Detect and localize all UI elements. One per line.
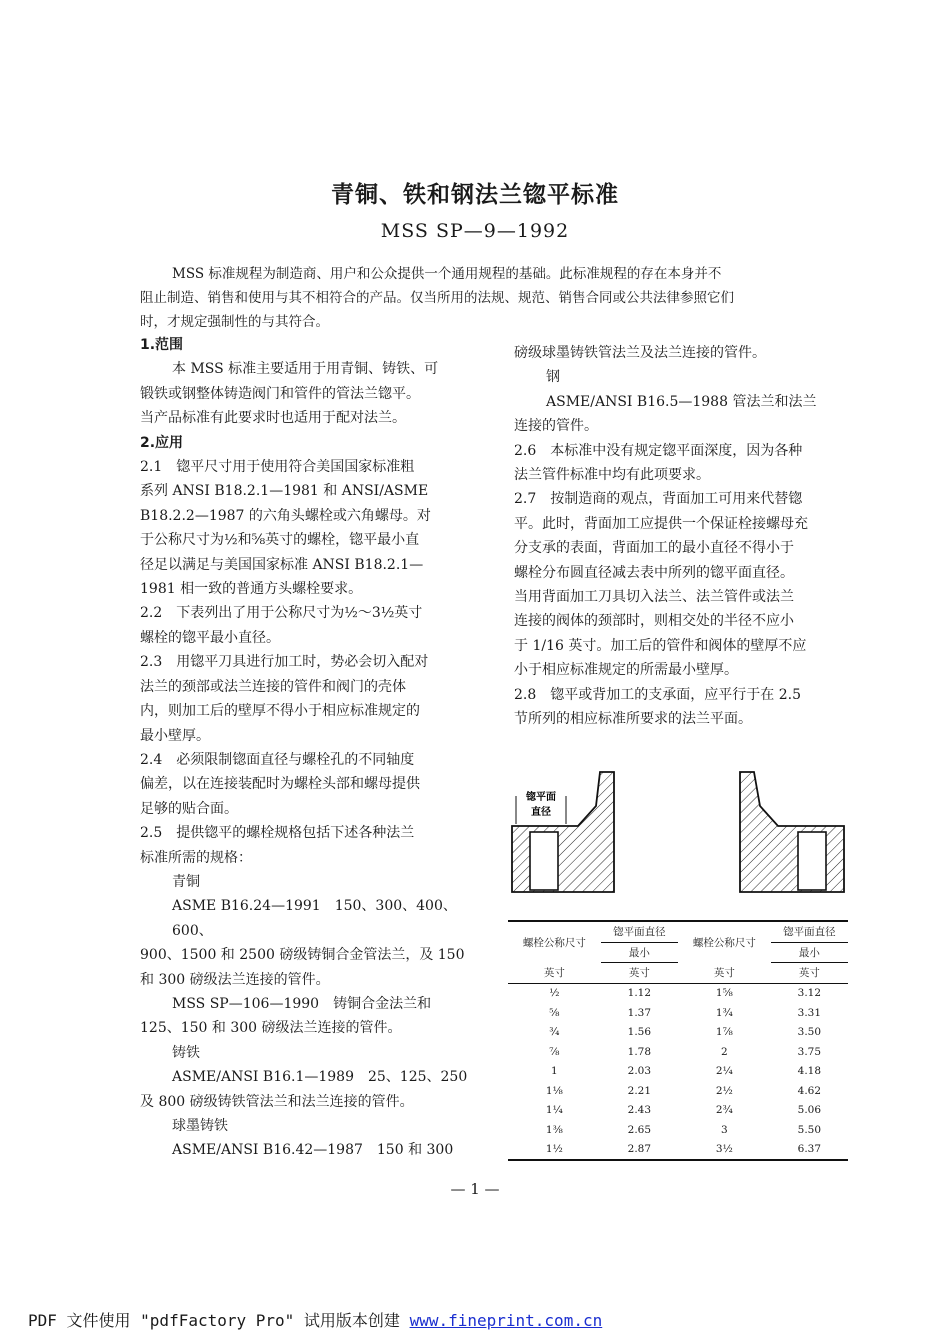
paragraph-line: 2.3 用锪平刀具进行加工时，势必会切入配对 bbox=[140, 654, 429, 671]
table-cell: ⅞ bbox=[549, 1045, 560, 1058]
paragraph-line: 2.5 提供锪平的螺栓规格包括下述各种法兰 bbox=[140, 825, 415, 842]
table-cell: 1.37 bbox=[627, 1006, 652, 1019]
paragraph-line: 足够的贴合面。 bbox=[140, 800, 238, 817]
table-cell: 4.62 bbox=[797, 1084, 822, 1097]
paragraph-line: 法兰管件标准中均有此项要求。 bbox=[514, 467, 710, 484]
paragraph-line: 本 MSS 标准主要适用于用青铜、铸铁、可 bbox=[172, 361, 439, 378]
col-unit: 英寸 bbox=[678, 963, 771, 984]
paragraph-line: 于 1/16 英寸。加工后的管件和阀体的壁厚不应 bbox=[514, 637, 807, 654]
paragraph-line: 1981 相一致的普通方头螺栓要求。 bbox=[140, 581, 363, 598]
table-row bbox=[508, 1023, 848, 1043]
table-row bbox=[508, 1042, 848, 1062]
paragraph-line: 锻铁或钢整体铸造阀门和管件的管法兰锪平。 bbox=[140, 385, 420, 402]
table-row bbox=[508, 1062, 848, 1082]
paragraph-line: 900、1500 和 2500 磅级铸铜合金管法兰，及 150 bbox=[140, 947, 465, 964]
table-cell: 1⅝ bbox=[715, 987, 733, 1000]
left-column bbox=[140, 333, 480, 1163]
bolt-hole-right bbox=[798, 832, 826, 890]
paragraph-line: 当用背面加工刀具切入法兰、法兰管件或法兰 bbox=[514, 589, 794, 606]
paragraph-line: 偏差，以在连接装配时为螺栓头部和螺母提供 bbox=[140, 776, 420, 793]
table-cell: 5.50 bbox=[797, 1123, 822, 1136]
right-column bbox=[514, 341, 856, 732]
table-cell: 2.43 bbox=[627, 1104, 652, 1117]
col-face-diameter: 锪平面直径 bbox=[771, 921, 848, 942]
paragraph-line: 连接的管件。 bbox=[514, 418, 598, 435]
paragraph-line: 铸铁 bbox=[172, 1044, 200, 1061]
section-heading: 2.应用 bbox=[140, 434, 184, 451]
figure-label: 锪平面 bbox=[526, 792, 556, 803]
table-cell: ⅝ bbox=[549, 1006, 560, 1019]
footer-link[interactable]: www.fineprint.com.cn bbox=[409, 1311, 603, 1330]
preface-line: 时，才规定强制性的与其符合。 bbox=[140, 314, 329, 330]
table-cell: 2¾ bbox=[715, 1104, 733, 1117]
paragraph-line: ASME/ANSI B16.5—1988 管法兰和法兰 bbox=[546, 393, 817, 410]
flange-spotface-diagram bbox=[508, 768, 848, 902]
table-cell: ½ bbox=[549, 987, 560, 1000]
table-cell: 1⅞ bbox=[715, 1026, 733, 1039]
col-min: 最小 bbox=[771, 942, 848, 963]
paragraph-line: 125、150 和 300 磅级法兰连接的管件。 bbox=[140, 1020, 402, 1037]
table-cell: 1 bbox=[551, 1065, 558, 1078]
table-cell: 2.65 bbox=[627, 1123, 652, 1136]
footer bbox=[28, 1308, 602, 1331]
table-cell: 1⅜ bbox=[545, 1123, 563, 1136]
paragraph-line: MSS SP—106—1990 铸铜合金法兰和 bbox=[172, 995, 432, 1012]
footer-text: PDF 文件使用 "pdfFactory Pro" 试用版本创建 bbox=[28, 1311, 410, 1330]
spotface-table bbox=[508, 920, 848, 1161]
flange-section-left bbox=[512, 772, 614, 892]
table-cell: 1½ bbox=[508, 1140, 601, 1161]
table-cell: 2½ bbox=[715, 1084, 733, 1097]
paragraph-line: 当产品标准有此要求时也适用于配对法兰。 bbox=[140, 410, 406, 427]
table-cell: 3½ bbox=[678, 1140, 771, 1161]
table-cell: 1⅛ bbox=[545, 1084, 563, 1097]
preface-line: MSS 标准规程为制造商、用户和公众提供一个通用规程的基础。此标准规程的存在本身并不 bbox=[172, 266, 722, 282]
figure-label: 直径 bbox=[531, 807, 551, 818]
table-cell: 3.75 bbox=[797, 1045, 822, 1058]
paragraph-line: 最小壁厚。 bbox=[140, 727, 210, 744]
table-cell: 1¼ bbox=[545, 1104, 563, 1117]
paragraph-line: 法兰的颈部或法兰连接的管件和阀门的壳体 bbox=[140, 678, 406, 695]
paragraph-line: 磅级球墨铸铁管法兰及法兰连接的管件。 bbox=[514, 345, 766, 361]
col-unit: 英寸 bbox=[508, 963, 601, 984]
paragraph-line: 分支承的表面，背面加工的最小直径不得小于 bbox=[514, 540, 794, 557]
paragraph-line: 2.8 锪平或背加工的支承面，应平行于在 2.5 bbox=[514, 686, 801, 703]
preface bbox=[140, 262, 856, 334]
standard-number: MSS SP—9—1992 bbox=[380, 220, 570, 242]
col-bolt-size: 螺栓公称尺寸 bbox=[678, 921, 771, 963]
paragraph-line: 2.1 锪平尺寸用于使用符合美国国家标准粗 bbox=[140, 459, 415, 476]
page-number: — 1 — bbox=[450, 1180, 500, 1198]
page-title: 青铜、铁和钢法兰锪平标准 bbox=[331, 182, 619, 208]
paragraph-line: B18.2.2—1987 的六角头螺栓或六角螺母。对 bbox=[140, 507, 431, 524]
paragraph-line: ASME/ANSI B16.42—1987 150 和 300 bbox=[172, 1142, 454, 1159]
table-cell: 1.78 bbox=[627, 1045, 652, 1058]
bolt-hole-left bbox=[530, 832, 558, 890]
table-cell: 3.12 bbox=[797, 987, 822, 1000]
table-cell: 3.31 bbox=[797, 1006, 822, 1019]
section-heading: 1.范围 bbox=[140, 337, 184, 353]
table-row bbox=[508, 1081, 848, 1101]
paragraph-line: 2.6 本标准中没有规定锪平面深度，因为各种 bbox=[514, 442, 803, 459]
paragraph-line: ASME/ANSI B16.1—1989 25、125、250 bbox=[172, 1069, 468, 1086]
col-min: 最小 bbox=[601, 942, 678, 963]
paragraph-line: 2.7 按制造商的观点，背面加工可用来代替锪 bbox=[514, 491, 803, 508]
table-cell: 2.21 bbox=[627, 1084, 652, 1097]
paragraph-line: 2.4 必须限制锪面直径与螺栓孔的不同轴度 bbox=[140, 751, 415, 768]
paragraph-line: 连接的阀体的颈部时，则相交处的半径不应小 bbox=[514, 613, 794, 630]
paragraph-line: 2.2 下表列出了用于公称尺寸为½～3½英寸 bbox=[140, 605, 423, 622]
paragraph-line: 螺栓分布圆直径减去表中所列的锪平面直径。 bbox=[514, 564, 794, 581]
paragraph-line: 球墨铸铁 bbox=[172, 1118, 228, 1134]
table-row bbox=[508, 1101, 848, 1121]
table-row bbox=[508, 1120, 848, 1140]
col-face-diameter: 锪平面直径 bbox=[601, 921, 678, 942]
paragraph-line: 节所列的相应标准所要求的法兰平面。 bbox=[514, 711, 752, 728]
table-row bbox=[508, 1003, 848, 1023]
paragraph-line: 及 800 磅级铸铁管法兰和法兰连接的管件。 bbox=[140, 1093, 414, 1110]
table-cell: 1¾ bbox=[715, 1006, 733, 1019]
table-cell: 1.12 bbox=[627, 987, 652, 1000]
table-cell: 2 bbox=[721, 1045, 728, 1058]
paragraph-line: 平。此时，背面加工应提供一个保证栓接螺母充 bbox=[514, 515, 808, 532]
table-cell: 3 bbox=[721, 1123, 728, 1136]
paragraph-line: 小于相应标准规定的所需最小壁厚。 bbox=[514, 662, 738, 679]
table-cell: 4.18 bbox=[797, 1065, 822, 1078]
paragraph-line: 和 300 磅级法兰连接的管件。 bbox=[140, 971, 330, 988]
table-row bbox=[508, 1140, 848, 1161]
table-cell: 3.50 bbox=[797, 1026, 822, 1039]
table-cell: 6.37 bbox=[771, 1140, 848, 1161]
table-cell: 2.03 bbox=[627, 1065, 652, 1078]
paragraph-line: 螺栓的锪平最小直径。 bbox=[140, 629, 280, 646]
paragraph-line: 于公称尺寸为½和⅝英寸的螺栓，锪平最小直 bbox=[140, 532, 420, 549]
paragraph-line: 标准所需的规格： bbox=[140, 849, 252, 866]
table-cell: ¾ bbox=[549, 1026, 560, 1039]
paragraph-line: 青铜 bbox=[172, 873, 200, 890]
flange-section-right bbox=[740, 772, 844, 892]
table-cell: 2.87 bbox=[601, 1140, 678, 1161]
paragraph-line: 系列 ANSI B18.2.1—1981 和 ANSI/ASME bbox=[140, 483, 429, 500]
paragraph-line: 内，则加工后的壁厚不得小于相应标准规定的 bbox=[140, 703, 420, 720]
paragraph-line: ASME B16.24—1991 150、300、400、600、 bbox=[172, 898, 457, 939]
table-row bbox=[508, 983, 848, 1003]
col-bolt-size: 螺栓公称尺寸 bbox=[508, 921, 601, 963]
paragraph-line: 径足以满足与美国国家标准 ANSI B18.2.1— bbox=[140, 556, 424, 573]
col-unit: 英寸 bbox=[601, 963, 678, 984]
table-cell: 5.06 bbox=[797, 1104, 822, 1117]
col-unit: 英寸 bbox=[771, 963, 848, 984]
table-cell: 1.56 bbox=[627, 1026, 652, 1039]
paragraph-line: 钢 bbox=[546, 369, 560, 386]
table-cell: 2¼ bbox=[715, 1065, 733, 1078]
preface-line: 阻止制造、销售和使用与其不相符合的产品。仅当所用的法规、规范、销售合同或公共法律参照它们 bbox=[140, 290, 734, 306]
